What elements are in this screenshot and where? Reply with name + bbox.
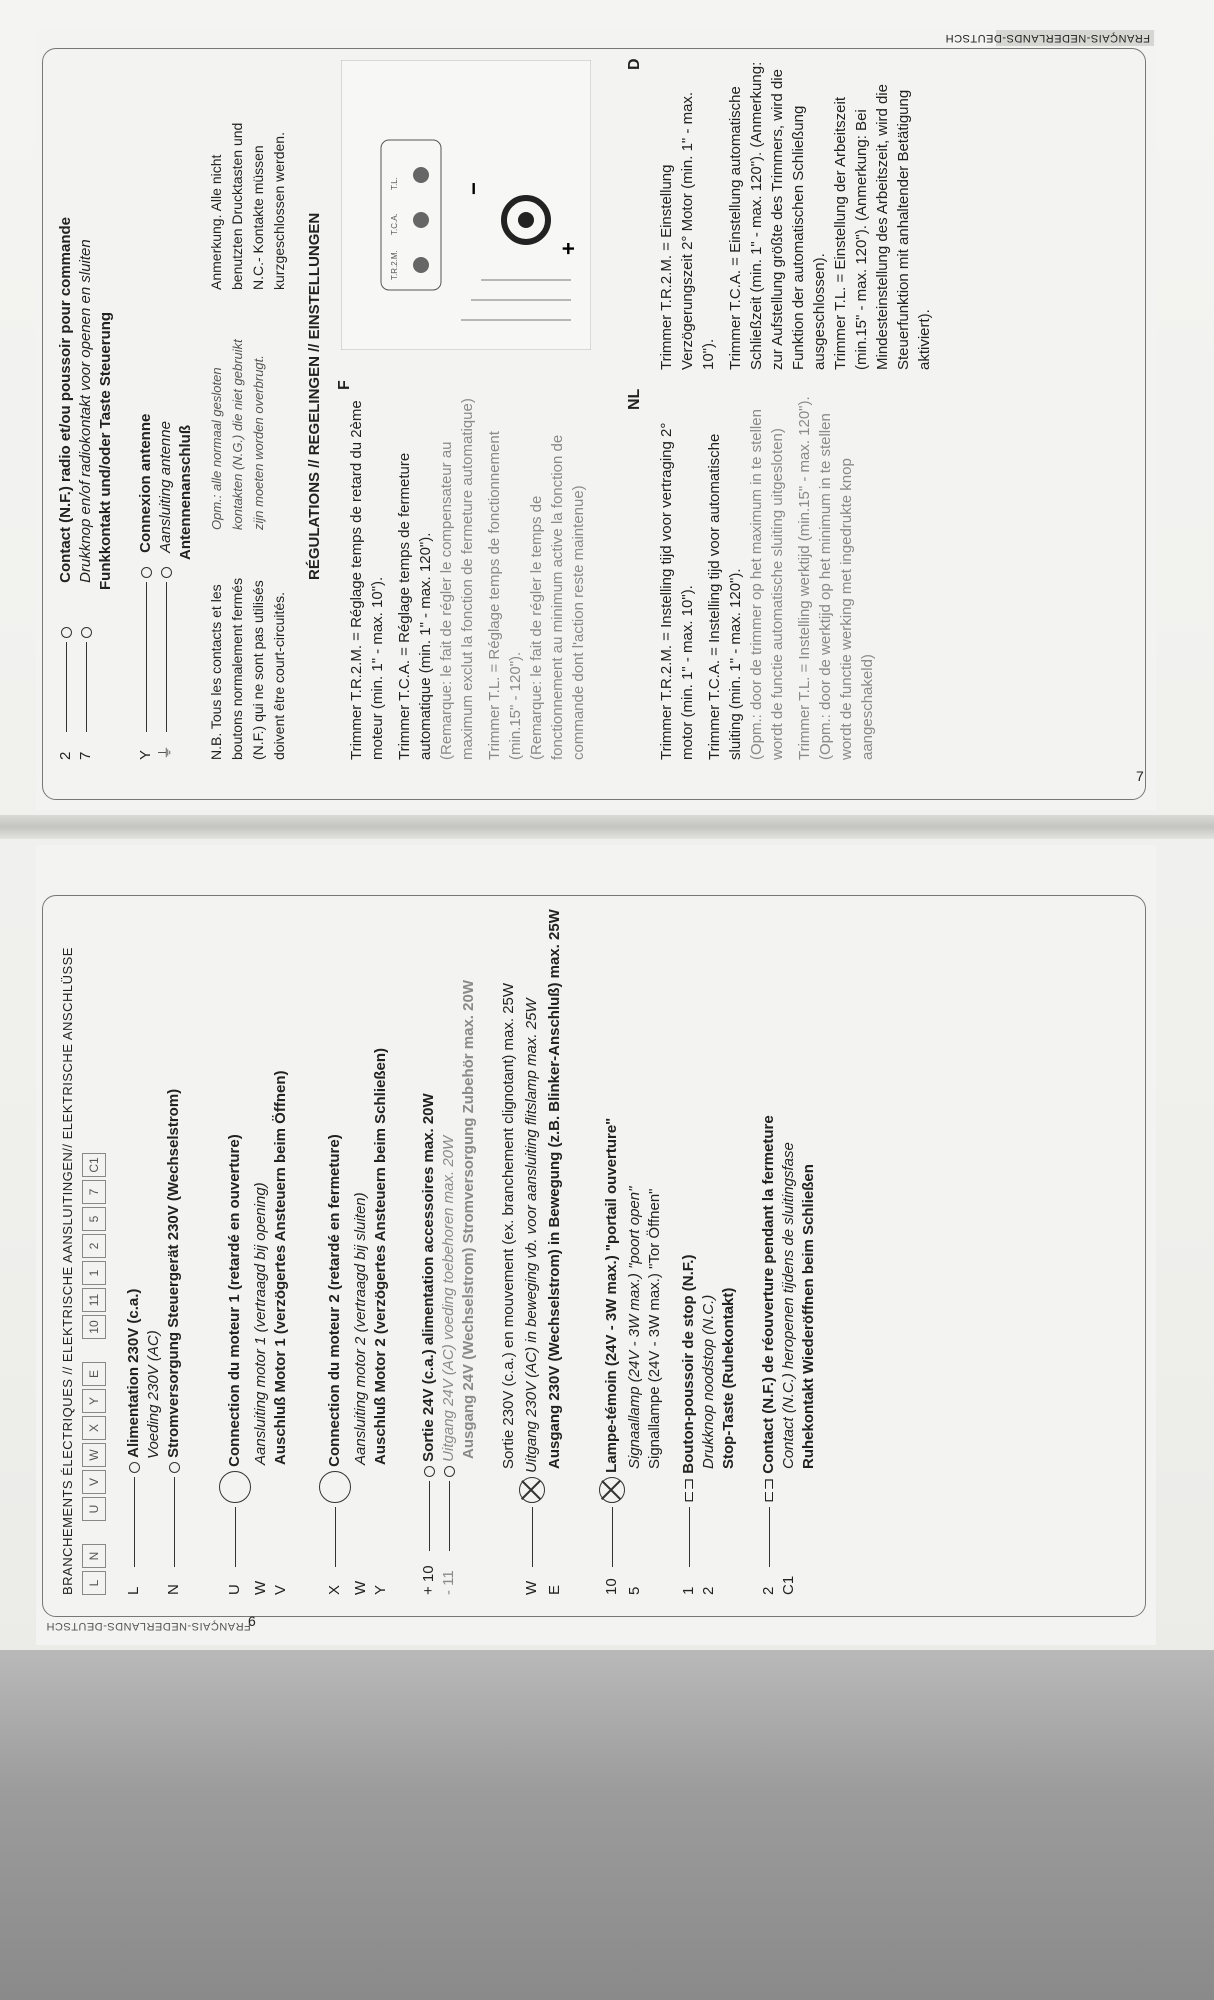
antenna-nl: Aansluiting antenne (157, 421, 174, 553)
terminal-label: E (546, 1584, 563, 1595)
lamp-nl: Signaallamp (24V - 3W max.) "poort open" (626, 1186, 643, 1469)
contact-de: Funkkontakt und/oder Taste Steuerung (97, 311, 114, 590)
terminal-label: W (252, 1580, 269, 1595)
trimmer-de-1: Trimmer T.R.2.M. = Einstellung Verzögerungszeit 2° Motor (min. 1" - max. 10"). (658, 91, 717, 370)
trimmer-nl-column (656, 390, 878, 760)
trimmer-label-tl: T.L. (390, 177, 399, 190)
terminal-label: 2 (57, 751, 74, 760)
output-230v (499, 909, 565, 1595)
contact-fr: Contact (N.F.) radio et/ou poussoir pour commande (57, 216, 74, 583)
power-nl: Voeding 230V (AC) (145, 1330, 162, 1459)
out24-de: Ausgang 24V (Wechselstrom) Stromversorgung Zubehör max. 20W (460, 980, 477, 1459)
trimmer-fr-5: (Remarque: le fait de régler le temps de fonctionnement au minimum active la fonction de commande dont l'action reste maintenue) (528, 434, 587, 760)
terminal: C1 (82, 1153, 106, 1177)
trimmer-de-2: Trimmer T.C.A. = Einstellung automatische Schließzeit (min. 1" - max. 120"). (Anmerkung: zur Aufstellung größte des Trimmers, wird die Funktion der automatischen Schließung ausgeschlossen). (727, 61, 828, 370)
terminal-label: 1 (680, 1586, 697, 1595)
connection-motor-1 (219, 1071, 291, 1596)
page-7 (36, 30, 1156, 810)
page-6-header: BRANCHEMENTS ÉLECTRIQUES // ELEKTRISCHE AANSLUITINGEN// ELEKTRISCHE ANSCHLÜSSE (60, 947, 75, 1595)
motor1-fr: Connection du moteur 1 (retardé en ouverture) (225, 1134, 243, 1467)
terminal-label: W (352, 1580, 369, 1595)
page-7-number: 7 (1136, 768, 1144, 784)
trimmer-fr-2: Trimmer T.C.A. = Réglage temps de fermeture automatique (min. 1" - max. 120"). (396, 452, 434, 760)
reopen-nl: Contact (N.C.) heropenen tijdens de sluitingsfase (780, 1142, 797, 1469)
lang-mark-fr: F (336, 380, 353, 390)
terminal-label: 5 (626, 1586, 643, 1595)
connection-motor-2 (319, 1048, 391, 1595)
terminal-label: 2 (700, 1586, 717, 1595)
ground-icon: ⏚ (157, 744, 174, 760)
terminal: 5 (82, 1207, 106, 1231)
stop-fr: Bouton-poussoir de stop (N.F.) (680, 1254, 697, 1474)
scanner-background (0, 1650, 1214, 2000)
svg-text:−: − (461, 182, 486, 195)
terminal-label: N (165, 1584, 182, 1595)
terminal: U (82, 1497, 106, 1521)
note-fr: N.B. Tous les contacts et les boutons normalement fermés (N.F.) qui ne sont pas utilisés doivent être court-circuités. (208, 577, 287, 760)
regulations-title: RÉGULATIONS // REGELINGEN // EINSTELLUNGEN (306, 212, 323, 580)
terminal: 1 (82, 1261, 106, 1285)
terminal: 10 (82, 1315, 106, 1339)
signal-lamp (599, 1118, 665, 1595)
page-6-number: 6 (248, 1613, 256, 1629)
trimmer-nl-1: Trimmer T.R.2.M. = Instelling tijd voor vertraging 2° motor (min. 1" - max. 10"). (658, 422, 696, 760)
trimmer-fr-1: Trimmer T.R.2.M. = Réglage temps de retard du 2ème moteur (min. 1" - max. 10"). (348, 400, 386, 760)
motor2-de: Auschluß Motor 2 (verzögertes Ansteuern beim Schließen) (372, 1047, 389, 1465)
antenna-icon: Y (137, 749, 154, 760)
page-6-content (54, 905, 1144, 1605)
stop-nl: Drukknop noodstop (N.C.) (700, 1294, 717, 1469)
antenna-fr: Connexion antenne (137, 413, 154, 553)
trimmer-board-diagram (341, 60, 591, 350)
motor2-fr: Connection du moteur 2 (retardé en fermeture) (325, 1134, 343, 1467)
note-nl: Opm.: alle normaal gesloten kontakten (N.G.) die niet gebruikt zijn moeten worden overbrugt. (209, 339, 266, 530)
lamp-icon (519, 1477, 545, 1503)
power-fr: Alimentation 230V (c.a.) (125, 1288, 142, 1458)
terminal-label: - 11 (440, 1570, 457, 1595)
trimmer-nl-4: Trimmer T.L. = Instelling werktijd (min.15" - max. 120"). (796, 396, 813, 760)
page-6-language-strip: FRANÇAIS-NEDERLANDS-DEUTSCH (46, 1620, 251, 1632)
terminal-label: X (325, 1584, 343, 1595)
terminal: L (82, 1571, 106, 1595)
reopen-contact (759, 1115, 819, 1595)
trimmer-de-column (656, 60, 935, 370)
page-fold (0, 815, 1214, 839)
switch-icon: ⊏⊐ (680, 1477, 697, 1503)
trimmer-fr-3: (Remarque: le fait de régler le compensateur au maximum exclut la fonction de fermeture automatique) (438, 398, 476, 760)
motor-icon (319, 1471, 351, 1503)
contact-nl: Drukknop en/of radiokontakt voor openen en sluiten (77, 239, 94, 583)
terminal-label: U (225, 1584, 243, 1595)
stop-de: Stop-Taste (Ruhekontakt) (720, 1287, 737, 1469)
contact-radio-block (56, 60, 116, 760)
terminal: W (82, 1443, 106, 1467)
terminal: 11 (82, 1288, 106, 1312)
svg-text:+: + (556, 242, 581, 255)
connection-power (124, 1089, 184, 1595)
lamp-fr: Lampe-témoin (24V - 3W max.) "portail ouverture" (602, 1117, 620, 1473)
trimmer-fr-4: Trimmer T.L. = Réglage temps de fonctionnement (min.15" - 120"). (486, 431, 524, 760)
power-de: Stromversorgung Steuergerät 230V (Wechselstrom) (165, 1088, 182, 1458)
lamp-de: Signallampe (24V - 3W max.) "Tor Öffnen" (646, 1188, 663, 1469)
reopen-fr: Contact (N.F.) de réouverture pendant la fermeture (760, 1115, 777, 1474)
out230-nl: Uitgang 230V (AC) in beweging vb. voor aansluiting flitslamp max. 25W (522, 998, 540, 1473)
terminal: Y (82, 1389, 106, 1413)
terminal-strip (82, 895, 106, 1595)
out230-de: Ausgang 230V (Wechselstrom) in Bewegung (z.B. Blinker-Anschluß) max. 25W (546, 909, 563, 1469)
page-7-language-strip: FRANÇAIS-NEDERLANDS-DEUTSCH (996, 30, 1154, 46)
terminal: V (82, 1470, 106, 1494)
terminal-label: + 10 (420, 1565, 437, 1595)
trimmer-nl-2: Trimmer T.C.A. = Instelling tijd voor automatische sluiting (min. 1" - max. 120"). (706, 433, 744, 760)
antenna-block (136, 60, 196, 760)
trimmer-label-tca: T.C.A. (390, 213, 399, 235)
stop-button (679, 1255, 739, 1595)
terminal-label: 2 (760, 1586, 777, 1595)
out24-nl: Uitgang 24V (AC) voeding toebehoren max. 20W (440, 1135, 457, 1462)
terminal-label: 10 (602, 1578, 620, 1595)
terminal: 2 (82, 1234, 106, 1258)
terminal-label: Y (372, 1584, 389, 1595)
terminal-label: L (125, 1586, 142, 1595)
terminal-label: V (272, 1584, 289, 1595)
terminal-label: W (522, 1580, 540, 1595)
motor1-de: Auschluß Motor 1 (verzögertes Ansteuern beim Öffnen) (272, 1070, 289, 1465)
note-de: Anmerkung. Alle nicht benutzten Drucktasten und N.C.- Kontakte müssen kurzgeschlossen werden. (208, 122, 287, 290)
terminal: N (82, 1544, 106, 1568)
out230-fr: Sortie 230V (c.a.) en mouvement (ex. branchement clignotant) max. 25W (500, 982, 517, 1469)
trimmer-fr-column (346, 390, 589, 760)
lang-mark-nl: NL (626, 388, 643, 410)
motor2-nl: Aansluiting motor 2 (vertraagd bij sluiten) (352, 1192, 369, 1465)
page-6 (36, 845, 1156, 1645)
reopen-de: Ruhekontakt Wiederöffnen beim Schließen (800, 1164, 817, 1469)
lang-mark-de: D (626, 58, 643, 70)
terminal-label: 7 (77, 751, 94, 760)
lamp-icon (599, 1477, 625, 1503)
out24-fr: Sortie 24V (c.a.) alimentation accessoires max. 20W (420, 1093, 437, 1462)
antenna-de: Antennenanschluß (177, 424, 194, 560)
board-svg (341, 60, 591, 350)
terminal: E (82, 1362, 106, 1386)
trimmer-nl-5: (Opm.: door de werktijd op het minimum in te stellen wordt de functie werking met ingedrukte knop aangeschakeld) (817, 413, 876, 760)
terminal-label: C1 (780, 1575, 797, 1595)
trimmer-nl-3: (Opm.: door de trimmer op het maximum in te stellen wordt de functie automatische sluiting uitgesloten) (748, 409, 786, 760)
switch-icon: ⊏⊐ (760, 1477, 777, 1503)
output-24v (419, 980, 479, 1595)
terminal: X (82, 1416, 106, 1440)
page-7-content (56, 50, 1136, 770)
trimmer-label-trm: T.R.2.M. (390, 250, 399, 280)
motor-icon (219, 1471, 251, 1503)
terminal: 7 (82, 1180, 106, 1204)
trimmer-de-3: Trimmer T.L. = Einstellung der Arbeitszeit (min.15" - max. 120"). (Anmerkung: Bei Mindesteinstellung des Arbeitszeit, wird die Steuerfunktion mit anhaltender Betätigung aktiviert). (832, 84, 933, 370)
motor1-nl: Aansluiting motor 1 (vertraagd bij opening) (252, 1182, 269, 1465)
